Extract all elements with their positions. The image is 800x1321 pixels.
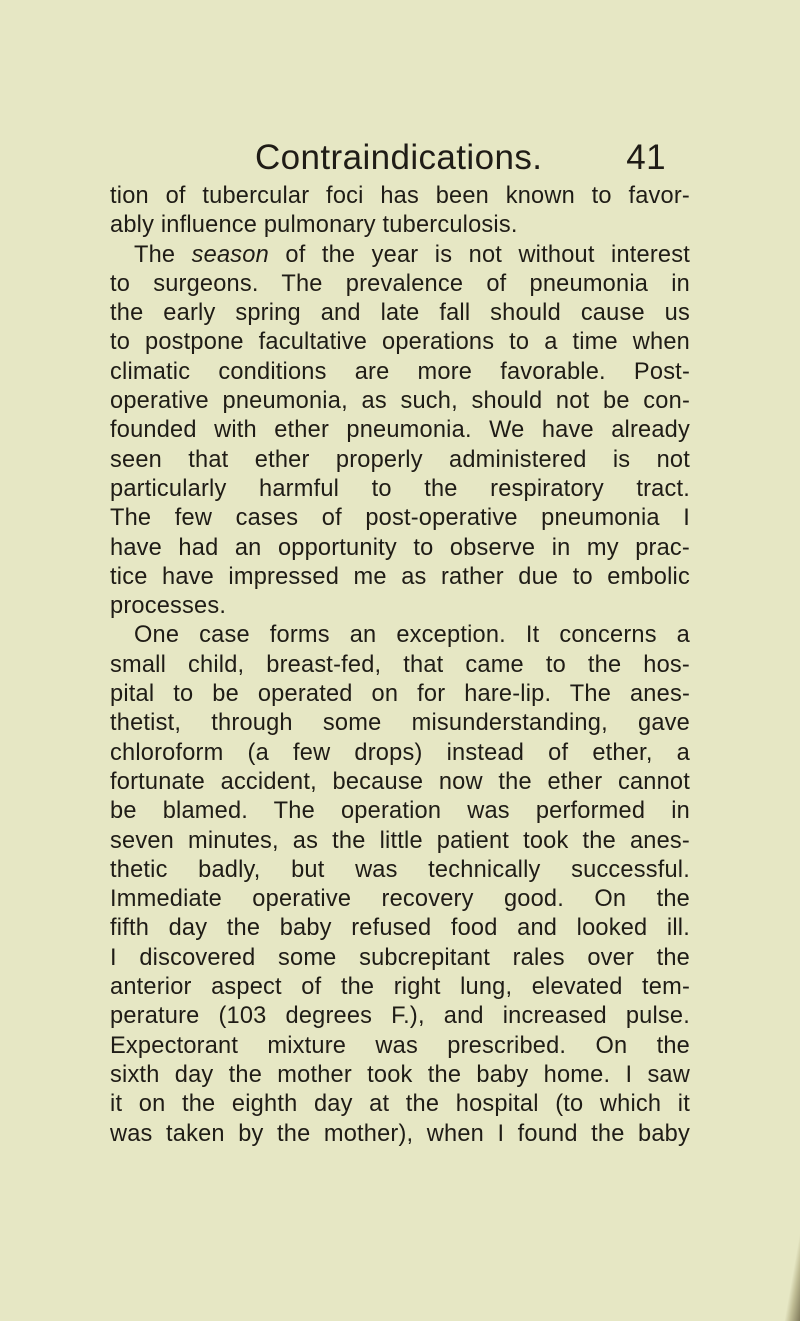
text-line: seven minutes, as the little patient took the anes- <box>110 827 690 854</box>
text-span: of the year is not without interest <box>268 241 690 268</box>
text-line: fortunate accident, because now the ether cannot <box>110 768 690 795</box>
text-line: seen that ether properly administered is not <box>110 446 690 473</box>
text-line: tion of tubercular foci has been known to favor- <box>110 183 690 209</box>
text-line: fifth day the baby refused food and looked ill. <box>110 915 690 942</box>
body-text <box>110 182 690 1149</box>
text-line: operative pneumonia, as such, should not be con- <box>110 388 690 415</box>
text-line: small child, breast-fed, that came to the hos- <box>110 651 690 678</box>
text-line: pital to be operated on for hare-lip. The anes- <box>110 681 690 708</box>
text-line: thetist, through some misunderstanding, gave <box>110 710 690 737</box>
text-line: perature (103 degrees F.), and increased pulse. <box>110 1003 690 1030</box>
emphasis-word: season <box>191 241 269 268</box>
text-line: Expectorant mixture was prescribed. On the <box>110 1032 690 1059</box>
page-number: 41 <box>626 138 666 177</box>
text-line: the early spring and late fall should cause us <box>110 300 690 327</box>
text-line: Immediate operative recovery good. On the <box>110 886 690 913</box>
text-line: to postpone facultative operations to a time when <box>110 329 690 356</box>
running-head <box>110 128 666 188</box>
text-line: be blamed. The operation was performed in <box>110 798 690 825</box>
text-line: The few cases of post-operative pneumonia I <box>110 505 690 532</box>
text-line: tice have impressed me as rather due to embolic <box>110 563 690 590</box>
text-line: climatic conditions are more favorable. Post- <box>110 358 690 385</box>
text-line: sixth day the mother took the baby home. I saw <box>110 1061 690 1088</box>
text-line: chloroform (a few drops) instead of ether, a <box>110 739 690 766</box>
text-line: anterior aspect of the right lung, elevated tem- <box>110 974 690 1001</box>
text-line: particularly harmful to the respiratory tract. <box>110 475 690 502</box>
text-line: One case forms an exception. It concerns a <box>134 622 690 649</box>
text-line <box>110 241 690 270</box>
text-line: to surgeons. The prevalence of pneumonia in <box>110 270 690 297</box>
text-line: thetic badly, but was technically successful. <box>110 856 690 883</box>
scan-edge-mark <box>782 1201 800 1321</box>
text-line: have had an opportunity to observe in my prac- <box>110 534 690 561</box>
text-line: ably influence pulmonary tuberculosis. <box>110 212 518 239</box>
text-span: The <box>134 241 192 268</box>
text-line: was taken by the mother), when I found the baby <box>110 1120 690 1147</box>
text-line: processes. <box>110 593 227 620</box>
text-line: I discovered some subcrepitant rales over the <box>110 944 690 971</box>
text-line: it on the eighth day at the hospital (to which it <box>110 1091 690 1118</box>
text-line: founded with ether pneumonia. We have already <box>110 417 690 444</box>
running-title: Contraindications. <box>255 138 543 177</box>
